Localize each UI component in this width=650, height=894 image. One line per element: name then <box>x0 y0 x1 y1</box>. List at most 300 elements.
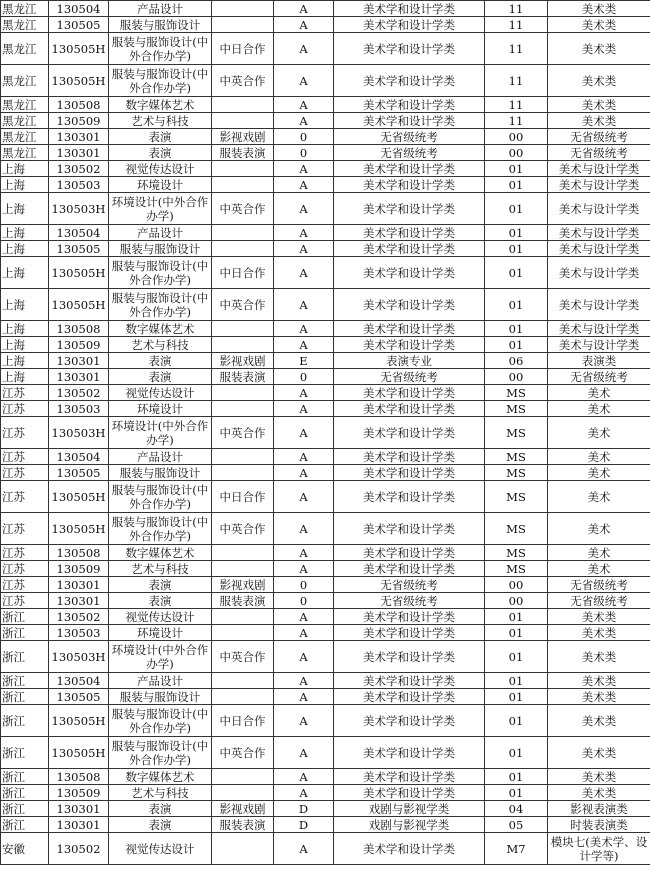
table-row <box>1 145 650 161</box>
category-code-cell: MS <box>485 465 548 481</box>
exam-type-cell: 表演类 <box>548 353 650 369</box>
exam-type-cell: 美术类 <box>548 17 650 33</box>
major-name-cell: 表演 <box>109 817 212 833</box>
major-name-cell: 表演 <box>109 145 212 161</box>
table-row <box>1 465 650 481</box>
direction-cell: 影视戏剧 <box>212 577 274 593</box>
major-name-cell: 表演 <box>109 577 212 593</box>
major-name-cell: 服装与服饰设计 <box>109 689 212 705</box>
province-cell: 黑龙江 <box>1 129 49 145</box>
province-cell: 上海 <box>1 193 49 225</box>
province-cell: 浙江 <box>1 737 49 769</box>
category-code-cell: MS <box>485 401 548 417</box>
category-cell: 美术学和设计学类 <box>334 17 485 33</box>
category-code-cell: 01 <box>485 625 548 641</box>
direction-cell: 中日合作 <box>212 257 274 289</box>
category-cell: 美术学和设计学类 <box>334 785 485 801</box>
category-code-cell: 00 <box>485 593 548 609</box>
direction-cell: 服装表演 <box>212 145 274 161</box>
major-name-cell: 服装与服饰设计 <box>109 465 212 481</box>
level-cell: A <box>274 449 334 465</box>
direction-cell <box>212 689 274 705</box>
category-cell: 美术学和设计学类 <box>334 513 485 545</box>
exam-type-cell: 美术类 <box>548 609 650 625</box>
exam-type-cell: 美术与设计学类 <box>548 337 650 353</box>
major-name-cell: 表演 <box>109 369 212 385</box>
table-row <box>1 401 650 417</box>
category-cell: 美术学和设计学类 <box>334 1 485 17</box>
exam-type-cell: 美术类 <box>548 641 650 673</box>
category-code-cell: 06 <box>485 353 548 369</box>
exam-type-cell: 影视表演类 <box>548 801 650 817</box>
level-cell: A <box>274 17 334 33</box>
category-code-cell: 01 <box>485 705 548 737</box>
exam-type-cell: 美术类 <box>548 737 650 769</box>
category-cell: 美术学和设计学类 <box>334 545 485 561</box>
direction-cell <box>212 561 274 577</box>
direction-cell <box>212 769 274 785</box>
level-cell: A <box>274 65 334 97</box>
direction-cell <box>212 177 274 193</box>
province-cell: 上海 <box>1 257 49 289</box>
major-code-cell: 130508 <box>49 321 109 337</box>
category-cell: 美术学和设计学类 <box>334 481 485 513</box>
exam-type-cell: 美术与设计学类 <box>548 177 650 193</box>
direction-cell <box>212 465 274 481</box>
direction-cell: 中英合作 <box>212 417 274 449</box>
category-cell: 美术学和设计学类 <box>334 337 485 353</box>
level-cell: A <box>274 97 334 113</box>
table-row <box>1 65 650 97</box>
table-row <box>1 833 650 865</box>
category-cell: 美术学和设计学类 <box>334 417 485 449</box>
category-code-cell: 01 <box>485 193 548 225</box>
level-cell: A <box>274 513 334 545</box>
major-code-cell: 130301 <box>49 353 109 369</box>
major-code-cell: 130503H <box>49 417 109 449</box>
province-cell: 浙江 <box>1 689 49 705</box>
direction-cell: 中日合作 <box>212 481 274 513</box>
major-name-cell: 表演 <box>109 593 212 609</box>
exam-type-cell: 时装表演类 <box>548 817 650 833</box>
category-code-cell: MS <box>485 561 548 577</box>
province-cell: 浙江 <box>1 705 49 737</box>
major-name-cell: 服装与服饰设计 <box>109 241 212 257</box>
category-code-cell: MS <box>485 385 548 401</box>
exam-type-cell: 美术类 <box>548 673 650 689</box>
major-code-cell: 130509 <box>49 337 109 353</box>
province-cell: 江苏 <box>1 593 49 609</box>
category-code-cell: 04 <box>485 801 548 817</box>
major-code-cell: 130508 <box>49 545 109 561</box>
province-cell: 江苏 <box>1 545 49 561</box>
category-code-cell: M7 <box>485 833 548 865</box>
direction-cell <box>212 161 274 177</box>
category-cell: 美术学和设计学类 <box>334 609 485 625</box>
category-code-cell: 11 <box>485 17 548 33</box>
province-cell: 浙江 <box>1 609 49 625</box>
direction-cell <box>212 337 274 353</box>
province-cell: 黑龙江 <box>1 1 49 17</box>
province-cell: 江苏 <box>1 401 49 417</box>
category-cell: 美术学和设计学类 <box>334 33 485 65</box>
direction-cell <box>212 97 274 113</box>
level-cell: 0 <box>274 593 334 609</box>
category-cell: 美术学和设计学类 <box>334 241 485 257</box>
direction-cell <box>212 833 274 865</box>
exam-type-cell: 模块七(美术学、设计学等) <box>548 833 650 865</box>
exam-type-cell: 无省级统考 <box>548 593 650 609</box>
direction-cell <box>212 625 274 641</box>
major-code-cell: 130502 <box>49 385 109 401</box>
level-cell: A <box>274 193 334 225</box>
major-name-cell: 视觉传达设计 <box>109 161 212 177</box>
direction-cell <box>212 1 274 17</box>
major-name-cell: 环境设计(中外合作办学) <box>109 641 212 673</box>
exam-type-cell: 美术类 <box>548 689 650 705</box>
exam-type-cell: 美术 <box>548 561 650 577</box>
major-code-cell: 130503 <box>49 625 109 641</box>
table-row <box>1 481 650 513</box>
table-row <box>1 801 650 817</box>
exam-type-cell: 美术 <box>548 449 650 465</box>
exam-type-cell: 美术 <box>548 465 650 481</box>
major-name-cell: 服装与服饰设计(中外合作办学) <box>109 65 212 97</box>
major-code-cell: 130503 <box>49 401 109 417</box>
level-cell: E <box>274 353 334 369</box>
major-name-cell: 环境设计 <box>109 625 212 641</box>
major-name-cell: 服装与服饰设计(中外合作办学) <box>109 257 212 289</box>
province-cell: 黑龙江 <box>1 97 49 113</box>
province-cell: 江苏 <box>1 561 49 577</box>
table-row <box>1 417 650 449</box>
table-row <box>1 177 650 193</box>
exam-type-cell: 美术 <box>548 385 650 401</box>
major-code-cell: 130502 <box>49 161 109 177</box>
category-code-cell: MS <box>485 545 548 561</box>
level-cell: A <box>274 417 334 449</box>
table-row <box>1 225 650 241</box>
category-code-cell: 01 <box>485 673 548 689</box>
category-code-cell: 11 <box>485 1 548 17</box>
category-code-cell: 01 <box>485 241 548 257</box>
province-cell: 江苏 <box>1 417 49 449</box>
exam-type-cell: 美术 <box>548 545 650 561</box>
category-cell: 美术学和设计学类 <box>334 833 485 865</box>
level-cell: A <box>274 225 334 241</box>
direction-cell <box>212 785 274 801</box>
category-code-cell: 01 <box>485 769 548 785</box>
table-row <box>1 737 650 769</box>
table-row <box>1 513 650 545</box>
province-cell: 江苏 <box>1 481 49 513</box>
major-name-cell: 产品设计 <box>109 449 212 465</box>
exam-type-cell: 美术与设计学类 <box>548 161 650 177</box>
category-code-cell: 01 <box>485 785 548 801</box>
province-cell: 安徽 <box>1 833 49 865</box>
direction-cell <box>212 449 274 465</box>
direction-cell <box>212 385 274 401</box>
table-row <box>1 1 650 17</box>
category-code-cell: MS <box>485 449 548 465</box>
province-cell: 上海 <box>1 353 49 369</box>
level-cell: D <box>274 801 334 817</box>
province-cell: 上海 <box>1 337 49 353</box>
level-cell: A <box>274 113 334 129</box>
major-name-cell: 视觉传达设计 <box>109 609 212 625</box>
direction-cell <box>212 545 274 561</box>
major-name-cell: 艺术与科技 <box>109 785 212 801</box>
category-code-cell: 01 <box>485 177 548 193</box>
table-row <box>1 689 650 705</box>
exam-type-cell: 无省级统考 <box>548 577 650 593</box>
major-name-cell: 数字媒体艺术 <box>109 545 212 561</box>
province-cell: 浙江 <box>1 817 49 833</box>
table-row <box>1 577 650 593</box>
province-cell: 黑龙江 <box>1 145 49 161</box>
level-cell: A <box>274 1 334 17</box>
level-cell: A <box>274 289 334 321</box>
level-cell: D <box>274 817 334 833</box>
category-cell: 美术学和设计学类 <box>334 641 485 673</box>
category-cell: 美术学和设计学类 <box>334 225 485 241</box>
major-name-cell: 数字媒体艺术 <box>109 769 212 785</box>
category-code-cell: MS <box>485 481 548 513</box>
province-cell: 江苏 <box>1 385 49 401</box>
table-row <box>1 353 650 369</box>
major-name-cell: 数字媒体艺术 <box>109 321 212 337</box>
category-cell: 美术学和设计学类 <box>334 177 485 193</box>
level-cell: A <box>274 337 334 353</box>
major-code-cell: 130301 <box>49 369 109 385</box>
category-cell: 美术学和设计学类 <box>334 465 485 481</box>
category-cell: 戏剧与影视学类 <box>334 801 485 817</box>
category-cell: 美术学和设计学类 <box>334 689 485 705</box>
category-cell: 美术学和设计学类 <box>334 449 485 465</box>
major-code-cell: 130301 <box>49 577 109 593</box>
major-code-cell: 130301 <box>49 129 109 145</box>
exam-type-cell: 无省级统考 <box>548 145 650 161</box>
major-code-cell: 130509 <box>49 113 109 129</box>
major-name-cell: 服装与服饰设计(中外合作办学) <box>109 705 212 737</box>
category-cell: 美术学和设计学类 <box>334 113 485 129</box>
major-name-cell: 视觉传达设计 <box>109 385 212 401</box>
exam-type-cell: 美术 <box>548 417 650 449</box>
direction-cell <box>212 609 274 625</box>
level-cell: 0 <box>274 369 334 385</box>
province-cell: 黑龙江 <box>1 33 49 65</box>
major-code-cell: 130503H <box>49 641 109 673</box>
category-cell: 美术学和设计学类 <box>334 673 485 689</box>
exam-type-cell: 美术与设计学类 <box>548 257 650 289</box>
major-code-cell: 130503 <box>49 177 109 193</box>
major-name-cell: 视觉传达设计 <box>109 833 212 865</box>
level-cell: 0 <box>274 145 334 161</box>
direction-cell: 中英合作 <box>212 65 274 97</box>
major-code-cell: 130502 <box>49 609 109 625</box>
province-cell: 江苏 <box>1 513 49 545</box>
major-name-cell: 数字媒体艺术 <box>109 97 212 113</box>
category-cell: 美术学和设计学类 <box>334 289 485 321</box>
category-code-cell: 11 <box>485 65 548 97</box>
level-cell: A <box>274 33 334 65</box>
category-code-cell: 00 <box>485 145 548 161</box>
province-cell: 上海 <box>1 241 49 257</box>
category-code-cell: 01 <box>485 337 548 353</box>
direction-cell <box>212 321 274 337</box>
exam-type-cell: 美术与设计学类 <box>548 289 650 321</box>
exam-type-cell: 美术类 <box>548 33 650 65</box>
direction-cell: 影视戏剧 <box>212 801 274 817</box>
direction-cell <box>212 401 274 417</box>
level-cell: A <box>274 321 334 337</box>
level-cell: 0 <box>274 129 334 145</box>
province-cell: 江苏 <box>1 465 49 481</box>
major-name-cell: 产品设计 <box>109 225 212 241</box>
exam-type-cell: 美术与设计学类 <box>548 241 650 257</box>
province-cell: 浙江 <box>1 625 49 641</box>
category-cell: 美术学和设计学类 <box>334 737 485 769</box>
category-cell: 美术学和设计学类 <box>334 161 485 177</box>
category-cell: 无省级统考 <box>334 145 485 161</box>
category-code-cell: 01 <box>485 641 548 673</box>
major-name-cell: 艺术与科技 <box>109 561 212 577</box>
level-cell: A <box>274 241 334 257</box>
major-code-cell: 130509 <box>49 561 109 577</box>
table-row <box>1 385 650 401</box>
province-cell: 浙江 <box>1 641 49 673</box>
direction-cell <box>212 673 274 689</box>
level-cell: A <box>274 785 334 801</box>
table-row <box>1 321 650 337</box>
direction-cell: 中英合作 <box>212 641 274 673</box>
category-cell: 无省级统考 <box>334 129 485 145</box>
direction-cell: 中英合作 <box>212 513 274 545</box>
major-name-cell: 服装与服饰设计(中外合作办学) <box>109 737 212 769</box>
table-body <box>1 1 650 865</box>
exam-type-cell: 美术 <box>548 513 650 545</box>
level-cell: A <box>274 737 334 769</box>
level-cell: A <box>274 545 334 561</box>
direction-cell <box>212 241 274 257</box>
direction-cell: 中日合作 <box>212 705 274 737</box>
major-code-cell: 130504 <box>49 225 109 241</box>
major-code-cell: 130504 <box>49 449 109 465</box>
table-row <box>1 193 650 225</box>
province-cell: 上海 <box>1 369 49 385</box>
province-cell: 浙江 <box>1 673 49 689</box>
direction-cell: 影视戏剧 <box>212 353 274 369</box>
major-code-cell: 130301 <box>49 145 109 161</box>
level-cell: A <box>274 641 334 673</box>
major-code-cell: 130505 <box>49 241 109 257</box>
category-code-cell: 01 <box>485 289 548 321</box>
table-row <box>1 641 650 673</box>
direction-cell: 中英合作 <box>212 193 274 225</box>
category-cell: 无省级统考 <box>334 369 485 385</box>
exam-type-cell: 美术类 <box>548 97 650 113</box>
category-code-cell: 00 <box>485 369 548 385</box>
table-row <box>1 257 650 289</box>
exam-type-cell: 美术类 <box>548 785 650 801</box>
category-code-cell: 01 <box>485 225 548 241</box>
exam-type-cell: 美术类 <box>548 65 650 97</box>
exam-type-cell: 美术 <box>548 401 650 417</box>
category-cell: 美术学和设计学类 <box>334 193 485 225</box>
major-name-cell: 产品设计 <box>109 1 212 17</box>
major-name-cell: 环境设计 <box>109 177 212 193</box>
level-cell: A <box>274 705 334 737</box>
province-cell: 黑龙江 <box>1 65 49 97</box>
category-cell: 无省级统考 <box>334 593 485 609</box>
province-cell: 黑龙江 <box>1 113 49 129</box>
major-name-cell: 艺术与科技 <box>109 113 212 129</box>
province-cell: 江苏 <box>1 449 49 465</box>
table-row <box>1 337 650 353</box>
level-cell: A <box>274 689 334 705</box>
major-code-cell: 130505H <box>49 513 109 545</box>
major-code-cell: 130505 <box>49 689 109 705</box>
major-code-cell: 130301 <box>49 801 109 817</box>
province-cell: 上海 <box>1 289 49 321</box>
category-code-cell: 05 <box>485 817 548 833</box>
exam-type-cell: 美术与设计学类 <box>548 225 650 241</box>
province-cell: 浙江 <box>1 801 49 817</box>
category-cell: 戏剧与影视学类 <box>334 817 485 833</box>
table-row <box>1 369 650 385</box>
province-cell: 浙江 <box>1 785 49 801</box>
major-code-cell: 130505 <box>49 465 109 481</box>
major-name-cell: 表演 <box>109 801 212 817</box>
level-cell: A <box>274 833 334 865</box>
direction-cell: 服装表演 <box>212 593 274 609</box>
major-code-cell: 130505H <box>49 737 109 769</box>
category-code-cell: 01 <box>485 321 548 337</box>
major-code-cell: 130502 <box>49 833 109 865</box>
table-row <box>1 97 650 113</box>
province-cell: 上海 <box>1 321 49 337</box>
major-name-cell: 产品设计 <box>109 673 212 689</box>
direction-cell <box>212 225 274 241</box>
category-cell: 美术学和设计学类 <box>334 257 485 289</box>
category-code-cell: 11 <box>485 97 548 113</box>
major-code-cell: 130505H <box>49 65 109 97</box>
exam-type-cell: 美术类 <box>548 769 650 785</box>
category-code-cell: 01 <box>485 737 548 769</box>
table-row <box>1 241 650 257</box>
level-cell: 0 <box>274 577 334 593</box>
major-name-cell: 服装与服饰设计(中外合作办学) <box>109 33 212 65</box>
province-cell: 黑龙江 <box>1 17 49 33</box>
category-code-cell: 11 <box>485 33 548 65</box>
table-row <box>1 33 650 65</box>
level-cell: A <box>274 609 334 625</box>
major-name-cell: 服装与服饰设计(中外合作办学) <box>109 481 212 513</box>
category-code-cell: 01 <box>485 257 548 289</box>
province-cell: 江苏 <box>1 577 49 593</box>
direction-cell: 服装表演 <box>212 817 274 833</box>
exam-type-cell: 美术 <box>548 481 650 513</box>
province-cell: 上海 <box>1 225 49 241</box>
level-cell: A <box>274 769 334 785</box>
table-row <box>1 289 650 321</box>
major-name-cell: 环境设计(中外合作办学) <box>109 193 212 225</box>
major-code-cell: 130503H <box>49 193 109 225</box>
major-code-cell: 130504 <box>49 673 109 689</box>
exam-type-cell: 无省级统考 <box>548 129 650 145</box>
table-row <box>1 705 650 737</box>
category-code-cell: MS <box>485 513 548 545</box>
